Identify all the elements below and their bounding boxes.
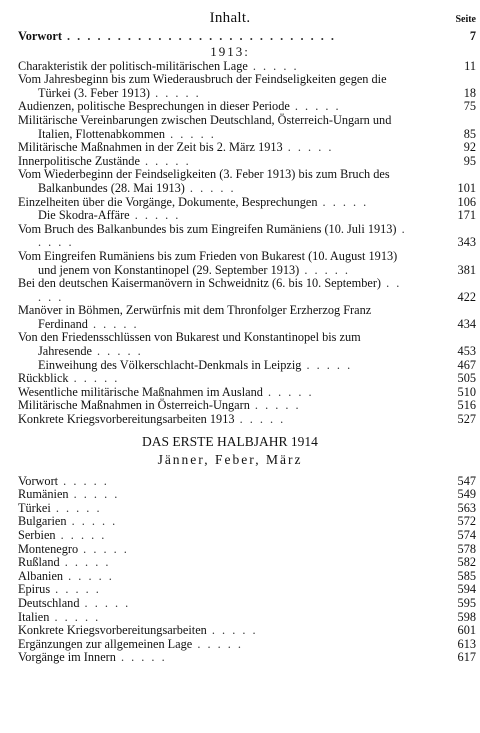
toc-entry-text: Vorwort xyxy=(18,473,59,488)
toc-entry: Albanien . . . . . 585 xyxy=(18,568,476,583)
toc-entry-text: Konkrete Kriegsvorbereitungsarbeiten 1913 xyxy=(18,412,235,427)
toc-entry-text: Militärische Maßnahmen in der Zeit bis 2. März 1913 xyxy=(18,140,283,155)
toc-entry-page: 578 xyxy=(457,541,476,556)
toc-entry: Epirus . . . . . 594 xyxy=(18,582,476,597)
toc-entry: Italien . . . . . 598 xyxy=(18,609,476,624)
toc-entry-text: Wesentliche militärische Maßnahmen im Ausland xyxy=(18,384,263,399)
toc-entry-page: 547 xyxy=(457,473,476,488)
toc-entry-page: 18 xyxy=(463,85,476,100)
section-subheading: Jänner, Feber, März xyxy=(157,451,303,467)
toc-entry: Charakteristik der politisch-militärischen Lage . . . . . 11 xyxy=(18,58,476,73)
toc-entry-text: Von den Friedensschlüssen von Bukarest und Konstantinopel bis zum Jahresende xyxy=(18,330,361,359)
toc-entry: Vorwort . . . . . 547 xyxy=(18,473,476,488)
toc-entry: Vom Eingreifen Rumäniens bis zum Frieden von Bukarest (10. August 1913) und jenem von Konstantinopel (29. September 1913) . . . . . 381 xyxy=(18,248,476,277)
toc-entry-text: Rumänien xyxy=(18,487,69,502)
toc-entry-page: 598 xyxy=(457,609,476,624)
toc-entry-text: Vom Wiederbeginn der Feindseligkeiten (3. Feber 1913) bis zum Bruch des Balkanbundes (28. Mai 1913) xyxy=(18,167,390,195)
section-heading-1914: DAS ERSTE HALBJAHR 1914 xyxy=(142,433,318,449)
toc-entry: Militärische Vereinbarungen zwischen Deutschland, Österreich-Ungarn und Italien, Flottenabkommen . . . . . 85 xyxy=(18,112,476,141)
toc-entry-text: Bei den deutschen Kaisermanövern in Schweidnitz (6. bis 10. September) xyxy=(18,276,382,291)
toc-entry-text: Epirus xyxy=(18,582,51,597)
toc-entry: Vorgänge im Innern . . . . . 617 xyxy=(18,650,476,665)
toc-entry-page: 171 xyxy=(457,208,476,223)
toc-entry-page: 101 xyxy=(457,180,476,195)
toc-section-1914 xyxy=(18,473,476,665)
toc-entry: Militärische Maßnahmen in der Zeit bis 2. März 1913 . . . . . 92 xyxy=(18,140,476,155)
toc-entry-page: 7 xyxy=(469,29,476,43)
toc-entry-page: 92 xyxy=(463,140,476,155)
toc-entry-text: Konkrete Kriegsvorbereitungsarbeiten xyxy=(18,623,207,638)
toc-entry: Einweihung des Völkerschlacht-Denkmals in Leipzig . . . . . 467 xyxy=(38,357,476,372)
toc-entry: Manöver in Böhmen, Zerwürfnis mit dem Thronfolger Erzherzog Franz Ferdinand . . . . . 434 xyxy=(18,303,476,331)
toc-entry-text: Manöver in Böhmen, Zerwürfnis mit dem Thronfolger Erzherzog Franz Ferdinand xyxy=(18,303,372,331)
toc-entry-text: Vom Eingreifen Rumäniens bis zum Frieden von Bukarest (10. August 1913) und jenem von Konstantinopel (29. September 1913) xyxy=(18,248,398,277)
toc-entry-page: 613 xyxy=(457,636,476,651)
toc-entry: Innerpolitische Zustände . . . . . 95 xyxy=(18,153,476,168)
page-column-label: Seite xyxy=(455,14,476,25)
toc-entry: Serbien . . . . . 574 xyxy=(18,528,476,542)
toc-entry-page: 95 xyxy=(463,153,476,168)
toc-entry-text: Deutschland xyxy=(18,595,80,610)
toc-entry: Audienzen, politische Besprechungen in dieser Periode . . . . . 75 xyxy=(18,99,476,114)
toc-entry: Konkrete Kriegsvorbereitungsarbeiten . . . . . 601 xyxy=(18,623,476,638)
toc-entry: Vom Wiederbeginn der Feindseligkeiten (3. Feber 1913) bis zum Bruch des Balkanbundes (28. Mai 1913) . . . . . 101 xyxy=(18,167,476,195)
toc-entry-text: Albanien xyxy=(18,568,64,583)
toc-entry-page: 434 xyxy=(457,316,476,331)
toc-entry-text: Ergänzungen zur allgemeinen Lage xyxy=(18,636,193,651)
toc-entry-page: 582 xyxy=(457,555,476,570)
toc-entry-page: 574 xyxy=(457,528,476,542)
toc-entry: Rußland . . . . . 582 xyxy=(18,555,476,570)
toc-entry-page: 601 xyxy=(457,623,476,638)
toc-entry-text: Montenegro xyxy=(18,541,79,556)
toc-entry-text: Serbien xyxy=(18,528,56,542)
toc-entry-text: Türkei xyxy=(18,500,51,515)
toc-entry: Militärische Maßnahmen in Österreich-Ungarn . . . . . 516 xyxy=(18,398,476,413)
toc-entry-text: Innerpolitische Zustände xyxy=(18,153,140,168)
toc-entry-text: Vom Jahresbeginn bis zum Wiederausbruch der Feindseligkeiten gegen die Türkei (3. Feber 1913) xyxy=(18,72,387,100)
toc-entry: Bei den deutschen Kaisermanövern in Schweidnitz (6. bis 10. September) . . . . . 422 xyxy=(18,276,476,304)
toc-entry-page: 585 xyxy=(457,568,476,583)
toc-entry-text: Bulgarien xyxy=(18,514,67,529)
toc-entry-page: 594 xyxy=(457,582,476,597)
toc-entry-text: Vorgänge im Innern xyxy=(18,650,116,665)
toc-entry-page: 453 xyxy=(457,344,476,359)
toc-entry: Bulgarien . . . . . 572 xyxy=(18,514,476,529)
toc-entry-page: 422 xyxy=(457,289,476,304)
toc-entry-page: 106 xyxy=(457,194,476,209)
toc-entry-text: Militärische Vereinbarungen zwischen Deutschland, Österreich-Ungarn und Italien, Flottenabkommen xyxy=(18,112,392,141)
toc-entry-page: 505 xyxy=(457,371,476,386)
section-heading-1913: 1913: xyxy=(210,43,250,59)
toc-entry-page: 572 xyxy=(457,514,476,529)
toc-entry: Rückblick . . . . . 505 xyxy=(18,371,476,386)
toc-entry-page: 343 xyxy=(457,235,476,250)
toc-entry-page: 381 xyxy=(457,262,476,277)
toc-entry-page: 11 xyxy=(464,58,476,73)
toc-entry-page: 85 xyxy=(463,126,476,141)
toc-entry-text: Vom Bruch des Balkanbundes bis zum Eingreifen Rumäniens (10. Juli 1913) xyxy=(18,221,397,236)
toc-entry-page: 516 xyxy=(457,398,476,413)
toc-entry-page: 527 xyxy=(457,412,476,427)
toc-entry-page: 563 xyxy=(457,500,476,515)
toc-entry: Türkei . . . . . 563 xyxy=(18,500,476,515)
toc-entry: Konkrete Kriegsvorbereitungsarbeiten 1913 . . . . . 527 xyxy=(18,412,476,427)
toc-entry-page: 595 xyxy=(457,595,476,610)
toc-entry-text: Rußland xyxy=(18,555,60,570)
toc-entry: Rumänien . . . . . 549 xyxy=(18,487,476,502)
toc-entry: Wesentliche militärische Maßnahmen im Ausland . . . . . 510 xyxy=(18,384,476,399)
toc-entry-text: Audienzen, politische Besprechungen in dieser Periode xyxy=(18,99,290,114)
toc-entry: Von den Friedensschlüssen von Bukarest und Konstantinopel bis zum Jahresende . . . . . 453 xyxy=(18,330,476,359)
toc-section-1913 xyxy=(18,58,476,427)
toc-entry: Montenegro . . . . . 578 xyxy=(18,541,476,556)
toc-entry-text: Einzelheiten über die Vorgänge, Dokumente, Besprechungen xyxy=(18,194,318,209)
toc-entry-text: Militärische Maßnahmen in Österreich-Ungarn xyxy=(18,398,250,413)
toc-entry-text: Die Skodra-Affäre xyxy=(38,208,130,223)
toc-entry-page: 510 xyxy=(457,384,476,399)
toc-entry-text: Italien xyxy=(18,609,50,624)
toc-entry-text: Rückblick xyxy=(18,371,69,386)
page-title: Inhalt. xyxy=(209,10,251,26)
toc-entry: Vom Jahresbeginn bis zum Wiederausbruch der Feindseligkeiten gegen die Türkei (3. Feber 1913) . . . . . 18 xyxy=(18,72,476,100)
toc-entry-page: 75 xyxy=(463,99,476,114)
toc-entry: Ergänzungen zur allgemeinen Lage . . . . . 613 xyxy=(18,636,476,651)
toc-entry: Die Skodra-Affäre . . . . . 171 xyxy=(38,208,476,223)
toc-entry: Vom Bruch des Balkanbundes bis zum Eingreifen Rumäniens (10. Juli 1913) . . . . . 343 xyxy=(18,221,476,250)
toc-entry-page: 467 xyxy=(457,357,476,372)
toc-entry-text: Einweihung des Völkerschlacht-Denkmals in Leipzig xyxy=(38,357,302,372)
toc-entry-text: Charakteristik der politisch-militärischen Lage xyxy=(18,58,248,73)
toc-entry-page: 549 xyxy=(457,487,476,502)
toc-entry: Deutschland . . . . . 595 xyxy=(18,595,476,610)
toc-entry-page: 617 xyxy=(457,650,476,665)
toc-page xyxy=(18,0,476,665)
toc-entry: Einzelheiten über die Vorgänge, Dokumente, Besprechungen . . . . . 106 xyxy=(18,194,476,209)
toc-entry-vorwort: Vorwort . . . . . . . . . . . . . . . . . . . . . . . . . . . 7 xyxy=(18,29,476,43)
toc-entry-text: Vorwort xyxy=(18,29,62,43)
